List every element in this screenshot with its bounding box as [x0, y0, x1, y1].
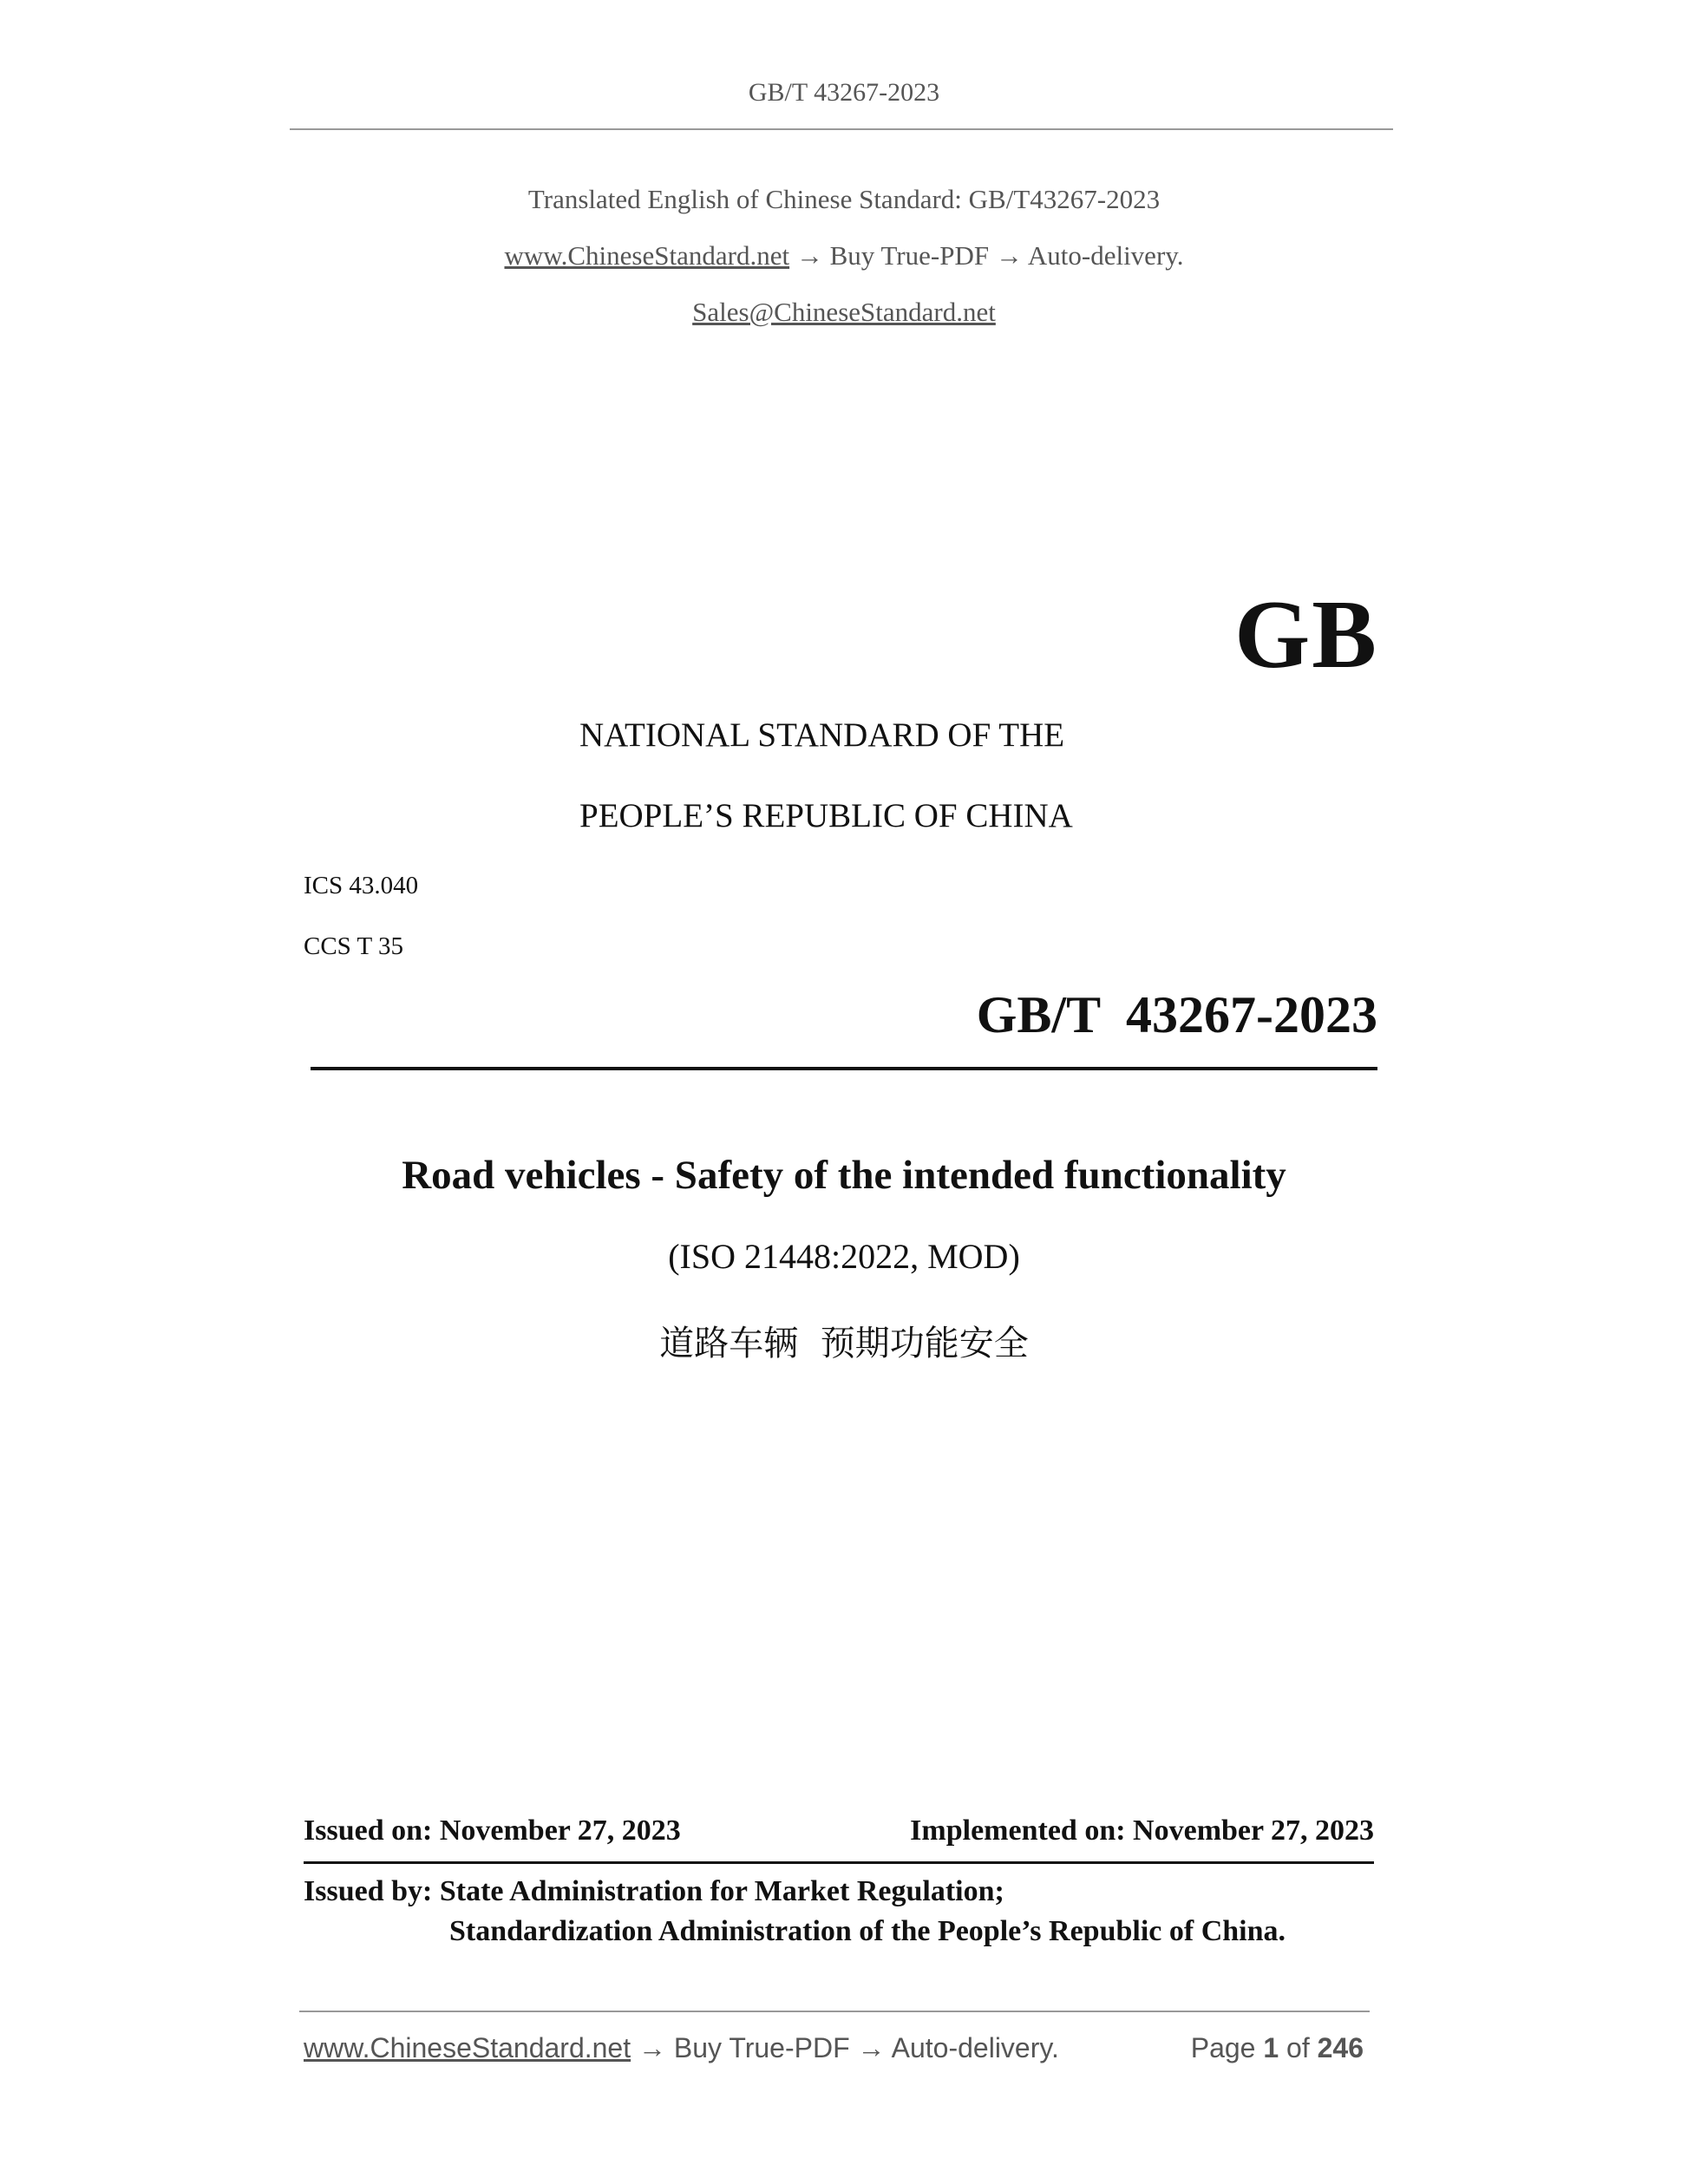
footer-divider — [299, 2011, 1370, 2012]
ccs-code: CCS T 35 — [304, 932, 403, 960]
arrow-right-icon: → — [795, 240, 823, 271]
page-total: 246 — [1317, 2032, 1364, 2063]
buy-true-pdf-text: Buy True-PDF — [829, 240, 990, 271]
page-indicator — [1191, 2032, 1364, 2064]
translation-notice: Translated English of Chinese Standard: GB/T43267-2023 — [527, 184, 1161, 214]
footer-buy-text: Buy True-PDF — [673, 2032, 850, 2063]
purchase-line — [0, 240, 1688, 271]
footer-auto-text: Auto-delivery. — [891, 2032, 1059, 2063]
implemented-on-date: Implemented on: November 27, 2023 — [910, 1815, 1374, 1847]
email-line — [0, 297, 1688, 328]
dates-divider — [304, 1861, 1374, 1864]
english-title: Road vehicles - Safety of the intended functionality — [402, 1153, 1286, 1198]
site-link[interactable]: www.ChineseStandard.net — [504, 240, 790, 271]
issued-on-date: Issued on: November 27, 2023 — [304, 1815, 681, 1847]
arrow-right-icon: → — [638, 2032, 666, 2063]
header-divider — [290, 128, 1393, 130]
title-divider — [311, 1067, 1377, 1070]
arrow-right-icon: → — [857, 2032, 886, 2063]
page-label: Page — [1190, 2032, 1256, 2063]
national-standard-line2: PEOPLE’S REPUBLIC OF CHINA — [579, 797, 1073, 834]
ics-code: ICS 43.040 — [304, 872, 419, 899]
footer-site-link[interactable]: www.ChineseStandard.net — [304, 2032, 631, 2063]
arrow-right-icon: → — [995, 240, 1023, 271]
standard-number: GB/T 43267-2023 — [976, 986, 1377, 1043]
of-label: of — [1286, 2032, 1310, 2063]
issued-by-line2: Standardization Administration of the People’s Republic of China. — [449, 1915, 1286, 1947]
gb-mark: GB — [1234, 581, 1378, 689]
chinese-title: 道路车辆 预期功能安全 — [659, 1324, 1029, 1363]
page-current: 1 — [1263, 2032, 1279, 2063]
auto-delivery-text: Auto-delivery. — [1027, 240, 1184, 271]
issued-by-line1: Issued by: State Administration for Market Regulation; — [304, 1875, 1004, 1907]
national-standard-line1: NATIONAL STANDARD OF THE — [579, 716, 1065, 754]
footer-purchase-line — [304, 2032, 1059, 2064]
iso-reference: (ISO 21448:2022, MOD) — [668, 1237, 1020, 1276]
sales-email-link[interactable]: Sales@ChineseStandard.net — [692, 297, 996, 327]
running-header: GB/T 43267-2023 — [748, 78, 940, 107]
